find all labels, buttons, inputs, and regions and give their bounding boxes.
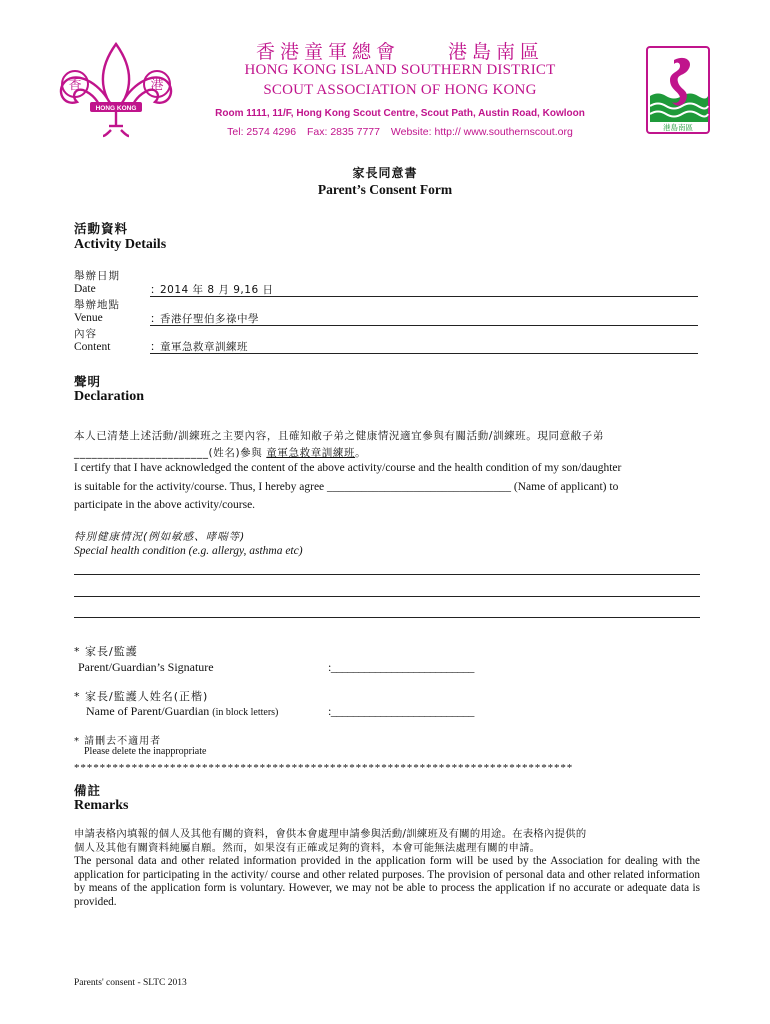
guardian-name-label-chinese: * 家長/監護人姓名(正楷) <box>74 690 209 703</box>
content-value: 童軍急救章訓練班 <box>160 341 248 353</box>
fax: Fax: 2835 7777 <box>307 126 380 138</box>
course-name-chinese: 童軍急救章訓練班 <box>266 447 356 459</box>
declaration-chinese-line2: _______________________(姓名)參與 童軍急救章訓練班。 <box>74 447 367 459</box>
special-health-label-english: Special health condition (e.g. allergy, asthma etc) <box>74 545 303 557</box>
venue-label-chinese: 舉辦地點 <box>74 299 120 311</box>
content-label-english: Content <box>74 341 111 353</box>
remarks-chinese-line1: 申請表格內填報的個人及其他有關的資料，會供本會處理申請參與活動/訓練班及有關的用途。在表格內提供的 <box>74 828 587 840</box>
logo-caption: 港島南區 <box>663 123 693 132</box>
special-health-label-chinese: 特別健康情況(例如敏感、哮喘等) <box>74 531 246 543</box>
applicant-name-blank-chinese[interactable]: _______________________(姓名)參與 <box>74 447 263 459</box>
website: Website: http:// www.southernscout.org <box>390 126 573 138</box>
date-label-english: Date <box>74 283 96 295</box>
activity-heading-chinese: 活動資料 <box>74 221 129 236</box>
telephone: Tel: 2574 4296 <box>227 126 297 138</box>
content-label-chinese: 內容 <box>74 328 97 340</box>
special-health-line-2[interactable] <box>74 596 700 597</box>
venue-field[interactable]: ：香港仔聖伯多祿中學 <box>150 310 698 326</box>
signature-label-chinese: * 家長/監護 <box>74 645 138 658</box>
section-separator: ****************************************************************************** <box>74 762 574 774</box>
declaration-english-line2: is suitable for the activity/course. Thus, I hereby agree ________________________________ (Name of applicant) to <box>74 481 619 493</box>
signature-label-english: Parent/Guardian’s Signature <box>78 660 214 674</box>
remarks-chinese-line2: 個人及其他有關資料純屬自願。然而，如果沒有正確或足夠的資料，本會可能無法處理有關的申請。 <box>74 842 541 854</box>
form-title-chinese: 家長同意書 <box>352 166 418 180</box>
contact-line <box>165 126 635 138</box>
declaration-english-line3: participate in the above activity/course. <box>74 499 256 511</box>
logo-banner-text: HONG KONG <box>95 105 137 112</box>
organization-name-english-line1: HONG KONG ISLAND SOUTHERN DISTRICT <box>244 62 556 78</box>
guardian-name-field[interactable]: :__________________________ <box>328 704 474 718</box>
remarks-english-text: The personal data and other related information provided in the application form will be used by the Association for dealing with the application for participating in the activity/ course and other related purposes. The provision of personal data and other related information by means of the application form is voluntary. However, we may not be able to process the application if no accurate or adequate data is provided. <box>74 855 700 908</box>
delete-note-english: Please delete the inappropriate <box>84 746 207 757</box>
organization-address: Room 1111, 11/F, Hong Kong Scout Centre, Scout Path, Austin Road, Kowloon <box>215 108 585 119</box>
remarks-heading-chinese: 備註 <box>74 783 102 798</box>
date-field[interactable]: ：2014 年 8 月 9,16 日 <box>150 281 698 297</box>
footer-document-code: Parents' consent - SLTC 2013 <box>74 978 187 988</box>
venue-value: 香港仔聖伯多祿中學 <box>160 313 259 325</box>
special-health-line-1[interactable] <box>74 574 700 575</box>
remarks-heading-english: Remarks <box>74 798 129 813</box>
guardian-name-label-english: Name of Parent/Guardian (in block letters) <box>86 704 279 718</box>
organization-name-chinese: 香港童軍總會 港島南區 <box>255 41 544 63</box>
organization-name-english-line2: SCOUT ASSOCIATION OF HONG KONG <box>263 82 537 98</box>
date-value: 2014 年 8 月 9,16 日 <box>160 284 274 296</box>
declaration-chinese-line1: 本人已清楚上述活動/訓練班之主要內容，且確知敝子弟之健康情況適宜參與有關活動/訓練班。現同意敝子弟 <box>74 430 604 442</box>
form-title-english: Parent’s Consent Form <box>317 182 453 197</box>
scout-fleur-de-lis-logo <box>55 40 177 138</box>
venue-label-english: Venue <box>74 312 103 324</box>
block-letters-note: (in block letters) <box>212 707 279 718</box>
signature-field[interactable]: :__________________________ <box>328 660 474 674</box>
declaration-heading-chinese: 聲明 <box>74 374 102 389</box>
special-health-line-3[interactable] <box>74 617 700 618</box>
logo-char-left: 香 <box>68 78 82 93</box>
logo-char-right: 港 <box>150 78 164 93</box>
declaration-english-line1: I certify that I have acknowledged the content of the above activity/course and the health condition of my son/daughter <box>74 462 622 474</box>
content-field[interactable]: ：童軍急救章訓練班 <box>150 338 698 354</box>
date-label-chinese: 舉辦日期 <box>74 270 120 282</box>
seahorse-district-logo <box>646 46 710 134</box>
activity-heading-english: Activity Details <box>74 237 167 252</box>
delete-note-chinese: * 請刪去不適用者 <box>74 736 162 747</box>
declaration-heading-english: Declaration <box>74 389 144 404</box>
